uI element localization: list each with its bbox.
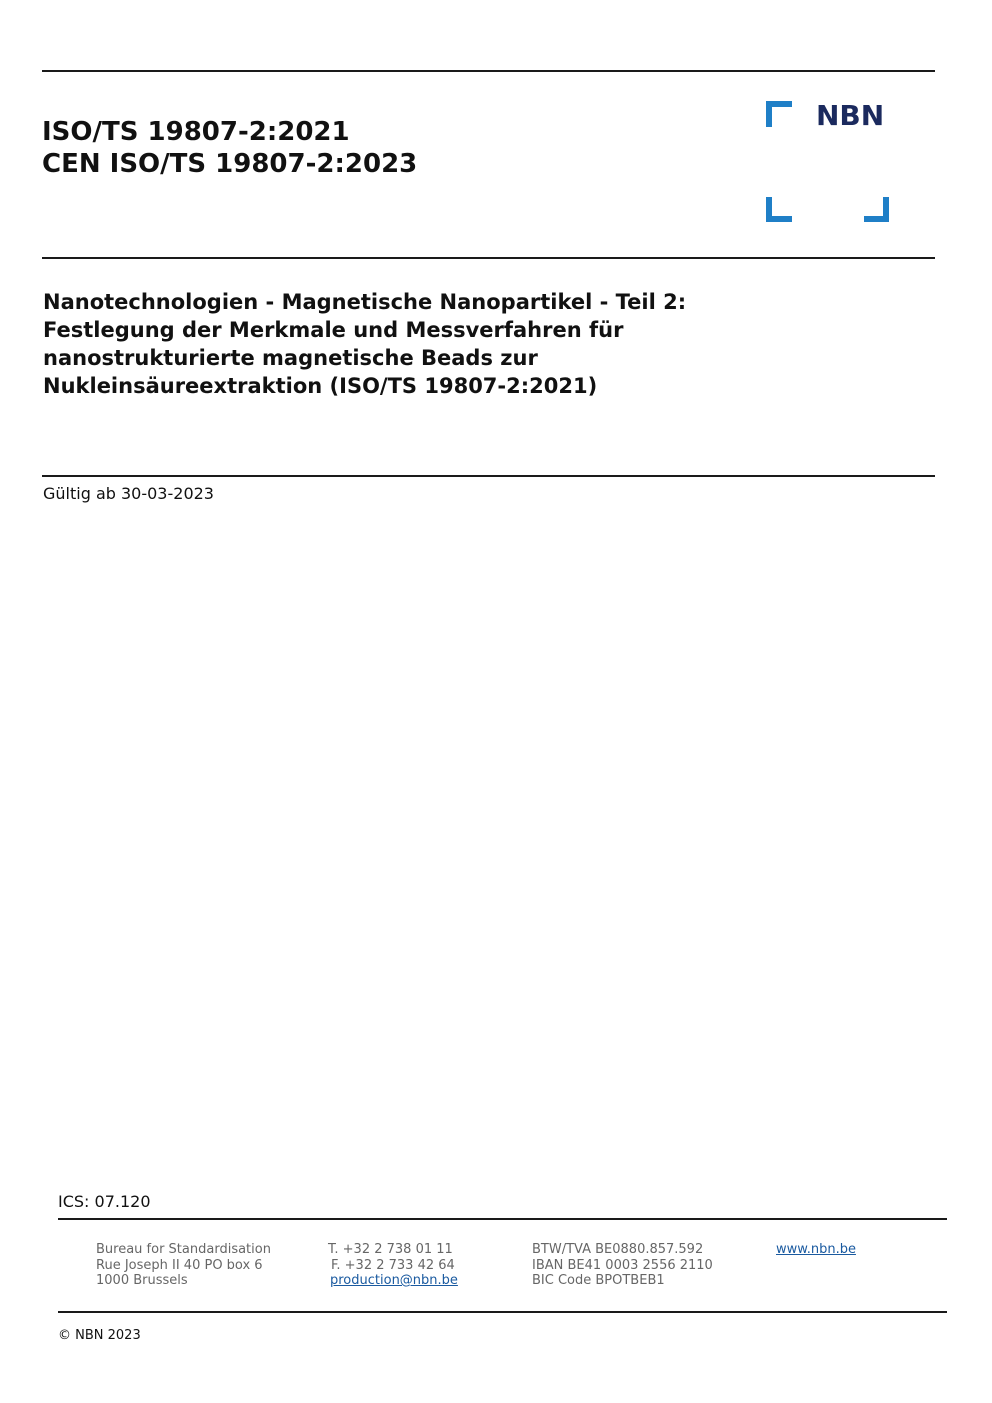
vat-number: BTW/TVA BE0880.857.592 <box>532 1242 704 1257</box>
fax-number: F. +32 2 733 42 64 <box>331 1257 455 1273</box>
phone-number: T. +32 2 738 01 11 <box>328 1242 453 1257</box>
footer-address <box>96 1242 271 1289</box>
title-line: Nanotechnologien - Magnetische Nanopartikel - Teil 2: <box>43 290 687 314</box>
website-link[interactable]: www.nbn.be <box>776 1242 856 1257</box>
rule-after-codes <box>42 257 935 259</box>
iban: IBAN BE41 0003 2556 2110 <box>532 1257 713 1273</box>
address-line: 1000 Brussels <box>96 1273 188 1288</box>
iso-code: ISO/TS 19807-2:2021 <box>42 117 350 147</box>
top-rule <box>42 70 935 72</box>
footer-bottom-rule <box>58 1311 947 1313</box>
footer-web <box>776 1242 856 1258</box>
footer-top-rule <box>58 1218 947 1220</box>
title-line: Nukleinsäureextraktion (ISO/TS 19807-2:2021) <box>43 374 598 398</box>
logo-bracket-top-left <box>769 104 792 127</box>
nbn-logo <box>766 100 892 224</box>
copyright-notice: © NBN 2023 <box>58 1328 141 1343</box>
bic-code: BIC Code BPOTBEB1 <box>532 1273 665 1288</box>
validity-date: Gültig ab 30-03-2023 <box>43 484 214 503</box>
logo-text: NBN <box>816 100 885 132</box>
standard-codes <box>42 116 417 180</box>
address-line: Bureau for Standardisation <box>96 1242 271 1257</box>
ics-code: ICS: 07.120 <box>58 1192 151 1211</box>
cen-iso-code: CEN ISO/TS 19807-2:2023 <box>42 149 418 179</box>
footer-banking <box>532 1242 713 1289</box>
document-title <box>43 288 923 400</box>
address-line: Rue Joseph II 40 PO box 6 <box>96 1257 263 1273</box>
logo-bracket-bottom-left <box>769 197 792 219</box>
title-line: nanostrukturierte magnetische Beads zur <box>43 346 538 370</box>
rule-after-title <box>42 475 935 477</box>
email-link[interactable]: production@nbn.be <box>330 1273 458 1288</box>
title-line: Festlegung der Merkmale und Messverfahren für <box>43 318 624 342</box>
logo-bracket-bottom-right <box>864 197 886 219</box>
footer-contact <box>328 1242 458 1289</box>
